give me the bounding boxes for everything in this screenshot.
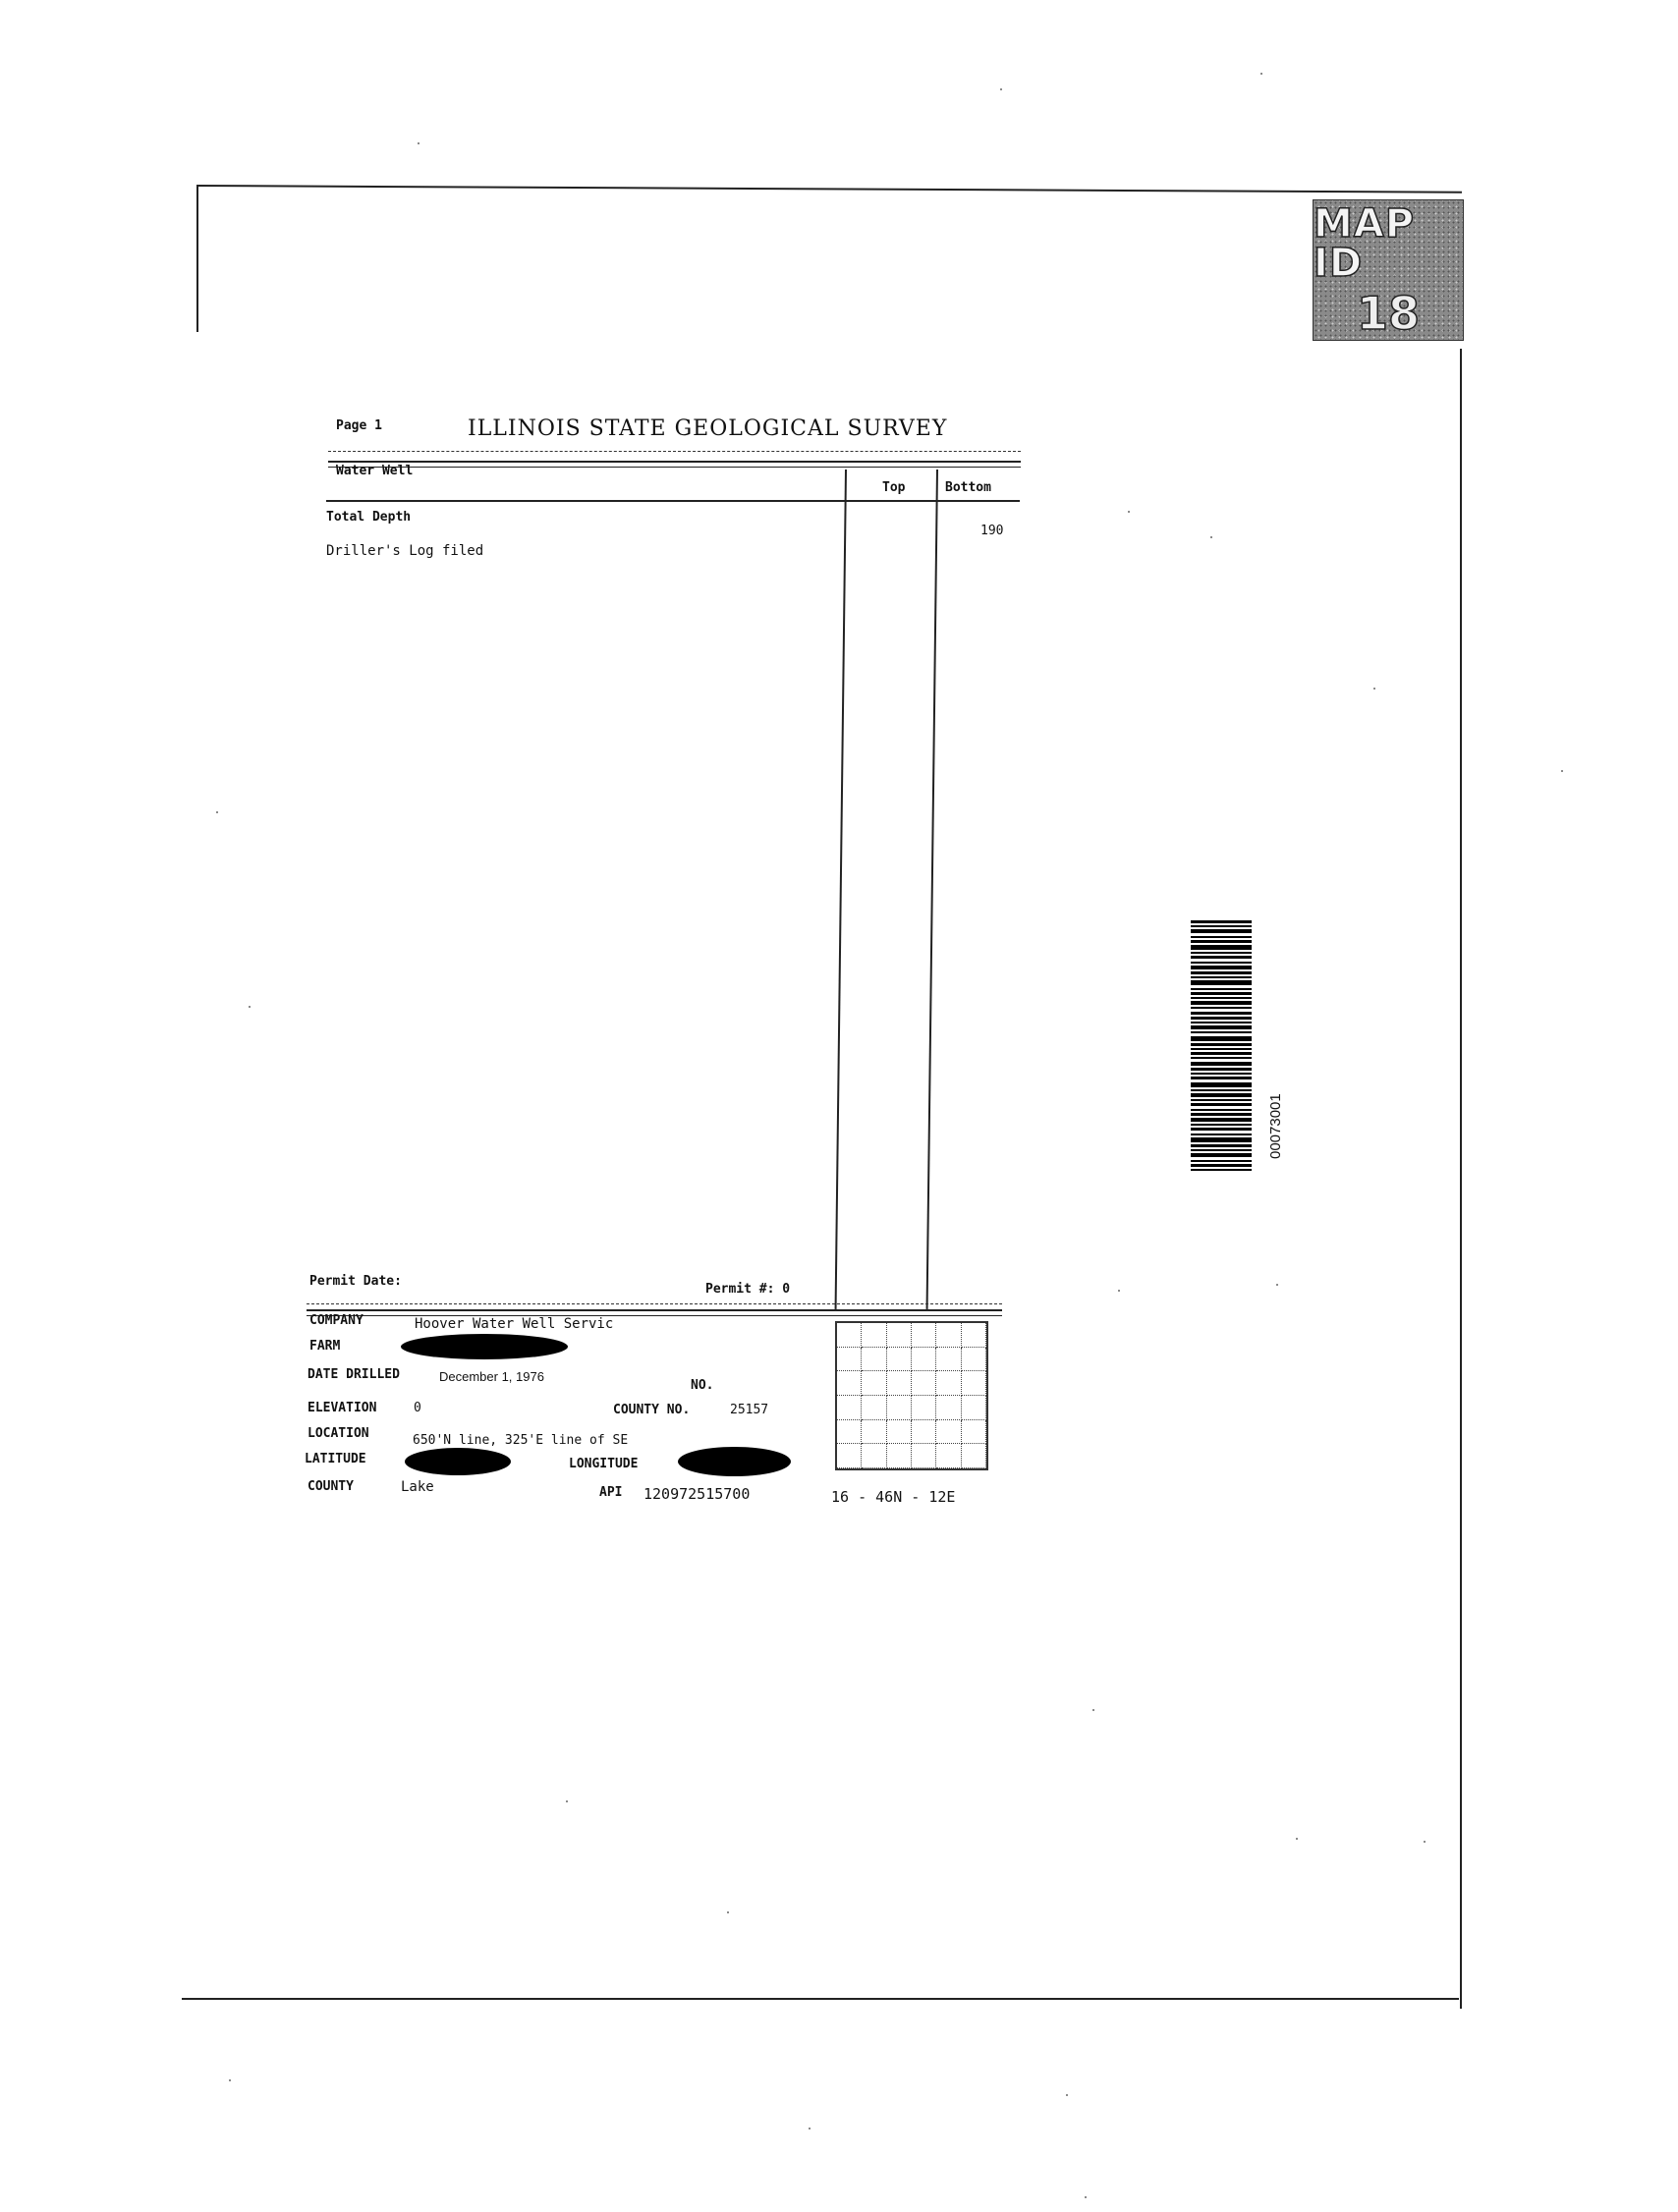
barcode-bar	[1191, 1103, 1252, 1106]
barcode-bar	[1191, 956, 1252, 959]
location-value: 650'N line, 325'E line of SE	[413, 1433, 629, 1448]
county-label: COUNTY	[308, 1479, 354, 1494]
barcode-bar	[1191, 1068, 1252, 1071]
page-frame-bottom	[182, 1998, 1459, 2000]
table-top-rule	[328, 461, 1021, 463]
barcode-bar	[1191, 936, 1252, 938]
barcode-bar	[1191, 929, 1252, 933]
api-value: 120972515700	[643, 1485, 751, 1503]
barcode-bar	[1191, 966, 1252, 969]
longitude-redaction	[678, 1447, 791, 1476]
barcode-bar	[1191, 1017, 1252, 1020]
date-drilled-label: DATE DRILLED	[308, 1367, 400, 1382]
barcode-bar	[1191, 1052, 1252, 1055]
county-no-value: 25157	[730, 1403, 769, 1417]
title-rule	[328, 451, 1021, 452]
barcode-bar	[1191, 1164, 1252, 1167]
no-label: NO.	[691, 1378, 714, 1393]
barcode-bar	[1191, 1124, 1252, 1126]
barcode-bar	[1191, 1137, 1252, 1142]
barcode-bar	[1191, 1001, 1252, 1005]
column-divider-1	[835, 470, 847, 1309]
barcode-bar	[1191, 1169, 1252, 1171]
map-id-stamp	[1313, 199, 1464, 341]
latitude-label: LATITUDE	[305, 1452, 366, 1466]
township-range: 16 - 46N - 12E	[831, 1488, 956, 1506]
barcode	[1191, 920, 1252, 1171]
column-header-top: Top	[882, 480, 906, 495]
page-frame-left	[196, 185, 198, 332]
barcode-bar	[1191, 1036, 1252, 1041]
barcode-bar	[1191, 1128, 1252, 1131]
header-rule	[326, 500, 1020, 502]
barcode-bar	[1191, 1113, 1252, 1116]
page-frame-right	[1460, 349, 1462, 2009]
log-row-bottom-value: 190	[980, 524, 1004, 538]
barcode-bar	[1191, 1048, 1252, 1050]
barcode-bar	[1191, 1144, 1252, 1147]
latitude-redaction	[405, 1448, 511, 1475]
barcode-bar	[1191, 1082, 1252, 1087]
county-value: Lake	[401, 1479, 434, 1495]
barcode-bar	[1191, 988, 1252, 990]
map-id-label: MAP ID	[1314, 201, 1416, 286]
barcode-bar	[1191, 1089, 1252, 1091]
date-drilled-value: December 1, 1976	[439, 1369, 544, 1384]
county-no-label: COUNTY NO.	[613, 1403, 691, 1417]
page-number: Page 1	[336, 418, 382, 433]
permit-rule	[307, 1303, 1002, 1304]
section-grid	[835, 1321, 988, 1470]
farm-redaction	[401, 1334, 568, 1359]
barcode-bar	[1191, 1012, 1252, 1015]
barcode-bar	[1191, 952, 1252, 954]
barcode-bar	[1191, 1043, 1252, 1046]
barcode-bar	[1191, 1022, 1252, 1023]
section-label: Water Well	[336, 464, 414, 478]
barcode-bar	[1191, 980, 1252, 985]
location-label: LOCATION	[308, 1426, 369, 1441]
barcode-bar	[1191, 997, 1252, 999]
barcode-bar	[1191, 1057, 1252, 1059]
barcode-bar	[1191, 925, 1252, 927]
barcode-bar	[1191, 962, 1252, 964]
permit-date-label: Permit Date:	[309, 1274, 402, 1289]
barcode-bar	[1191, 1109, 1252, 1111]
barcode-bar	[1191, 945, 1252, 950]
barcode-bar	[1191, 1093, 1252, 1097]
barcode-bar	[1191, 1160, 1252, 1162]
barcode-bar	[1191, 1062, 1252, 1066]
barcode-number: 00073001	[1267, 1093, 1284, 1159]
api-label: API	[599, 1485, 623, 1500]
barcode-bar	[1191, 1031, 1252, 1033]
elevation-label: ELEVATION	[308, 1401, 377, 1415]
longitude-label: LONGITUDE	[569, 1457, 639, 1471]
log-row-label: Driller's Log filed	[326, 543, 484, 559]
company-value: Hoover Water Well Servic	[415, 1316, 614, 1332]
column-header-bottom: Bottom	[945, 480, 991, 495]
barcode-bar	[1191, 971, 1252, 974]
barcode-bar	[1191, 1153, 1252, 1157]
column-divider-2	[926, 470, 938, 1309]
table-top-rule-2	[328, 467, 1021, 468]
map-id-number: 18	[1356, 287, 1420, 340]
barcode-bar	[1191, 1134, 1252, 1135]
barcode-bar	[1191, 1077, 1252, 1079]
barcode-bar	[1191, 992, 1252, 995]
barcode-bar	[1191, 940, 1252, 943]
elevation-value: 0	[414, 1401, 421, 1415]
details-top-rule	[307, 1309, 1002, 1311]
company-label: COMPANY	[309, 1313, 364, 1328]
barcode-bar	[1191, 1099, 1252, 1101]
barcode-bar	[1191, 1073, 1252, 1075]
page-frame-top	[196, 185, 1462, 194]
details-top-rule-2	[307, 1315, 1002, 1316]
permit-number: Permit #: 0	[705, 1282, 791, 1297]
barcode-bar	[1191, 1007, 1252, 1009]
log-row-label: Total Depth	[326, 510, 412, 525]
page-title: ILLINOIS STATE GEOLOGICAL SURVEY	[468, 416, 948, 441]
barcode-bar	[1191, 1118, 1252, 1122]
barcode-bar	[1191, 1149, 1252, 1151]
barcode-bar	[1191, 1025, 1252, 1029]
farm-label: FARM	[309, 1339, 341, 1354]
barcode-bar	[1191, 920, 1252, 923]
barcode-bar	[1191, 976, 1252, 978]
